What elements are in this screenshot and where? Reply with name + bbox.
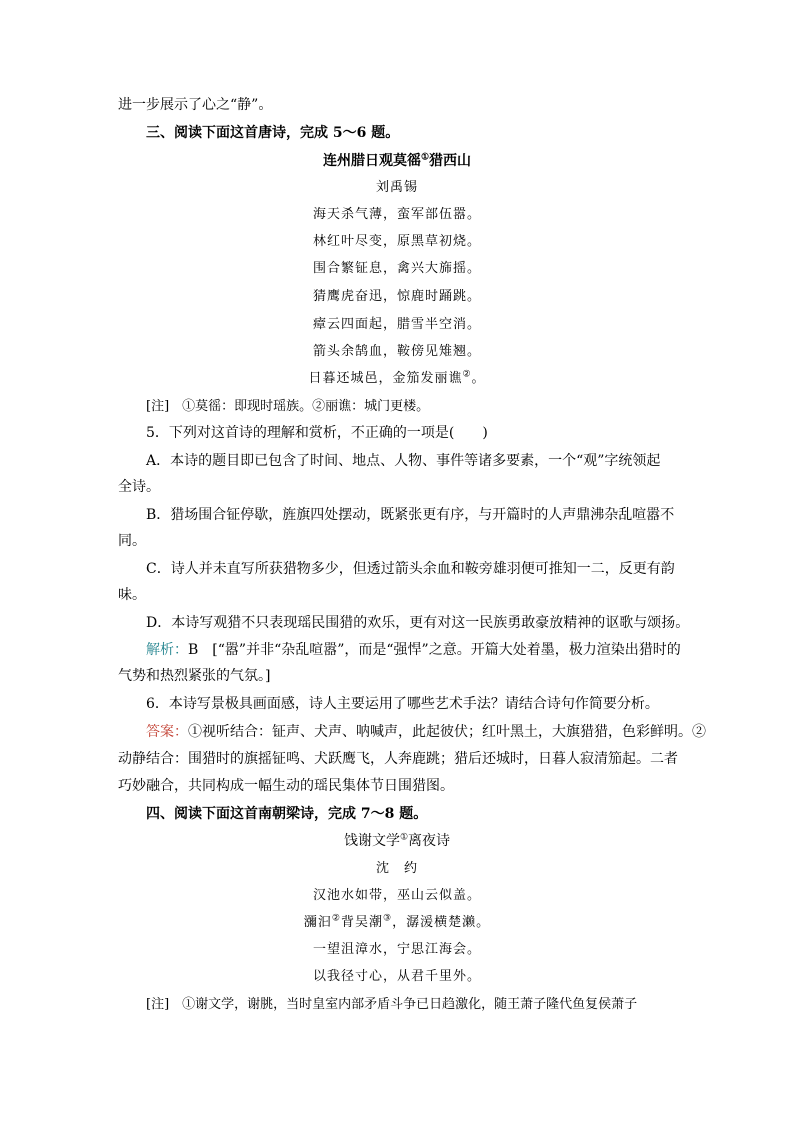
answer-label: 答案： [146,724,188,740]
poem2-author: 沈 约 [375,861,418,876]
poem2-title [0,832,794,850]
poem2-line: 一望沮漳水，宁思江海会。 [312,942,481,957]
q6-answer [146,723,706,741]
poem1-line-last [0,370,794,388]
intro-tail: 进一步展示了心之“静”。 [118,97,273,113]
poem2-title-pre: 饯谢文学 [343,833,400,849]
answer-text: ①视听结合：钲声、犬声、呐喊声，此起彼伏；红叶黑土，大旗猎猎，色彩鲜明。② [188,724,706,740]
q5-option-c-cont: 味。 [118,587,146,603]
poem2-title-sup: ① [399,832,409,843]
q5-analysis [146,641,681,659]
poem2-line2-pre: 瀰汩 [303,915,332,930]
poem1-author: 刘禹锡 [375,180,418,195]
q5-option-a: A．本诗的题目即已包含了时间、地点、人物、事件等诸多要素，一个“观”字统领起 [146,453,661,469]
q5-option-a-cont: 全诗。 [118,479,160,495]
poem1-title [0,152,794,170]
poem2-line2-sup1: ② [331,913,341,924]
poem1-title-pre: 连州腊日观莫徭 [322,153,421,169]
q5-option-d: D．本诗写观猎不只表现瑶民围猎的欢乐，更有对这一民族勇敢豪放精神的讴歌与颂扬。 [146,615,690,631]
poem1-line: 林红叶尽变，原黑草初烧。 [312,234,481,249]
poem2-title-post: 离夜诗 [408,833,451,849]
q6-answer-cont: 巧妙融合，共同构成一幅生动的瑶民集体节日围猎图。 [118,778,454,794]
poem2-line: 汉池水如带，巫山云似盖。 [312,888,481,903]
poem1-title-sup: ① [420,152,430,163]
poem2-line: 以我径寸心，从君千里外。 [312,969,481,984]
q5-option-b-cont: 同。 [118,533,146,549]
analysis-text: B [“嚣”并非“杂乱喧嚣”，而是“强悍”之意。开篇大处着墨，极力渲染出猎时的 [188,642,681,658]
q5-stem: 5．下列对这首诗的理解和赏析，不正确的一项是( ) [146,425,488,441]
q5-option-c: C．诗人并未直写所获猎物多少，但透过箭头余血和鞍旁雄羽便可推知一二，反更有韵 [146,561,675,577]
poem1-line-last-sup: ② [462,369,472,380]
q5-option-b: B．猎场围合钲停歇，旌旗四处摆动，既紧张更有序，与开篇时的人声鼎沸杂乱喧嚣不 [146,507,675,523]
poem1-title-post: 猎西山 [429,153,472,169]
poem1-line: 猜鹰虎奋迅，惊鹿时踊跳。 [312,289,481,304]
poem2-line2-mid: 背吴潮 [340,915,383,930]
poem1-line: 海天杀气薄，蛮军部伍嚣。 [312,207,481,222]
poem1-line: 围合繁钲息，禽兴大旆摇。 [312,261,481,276]
section3-heading: 三、阅读下面这首唐诗，完成 5～6 题。 [146,125,400,141]
poem1-line: 箭头余鹄血，鞍傍见雉翘。 [312,344,481,359]
q5-analysis-cont: 气势和热烈紧张的气氛。] [118,668,271,684]
analysis-label: 解析： [146,642,188,658]
poem1-line-last-end: 。 [471,371,486,386]
q6-answer-cont: 动静结合：围猎时的旗摇钲鸣、犬跃鹰飞，人奔鹿跳；猎后还城时，日暮人寂清笳起。二者 [118,751,678,767]
poem1-line: 瘴云四面起，腊雪半空消。 [312,317,481,332]
poem1-line-last-text: 日暮还城邑，金笳发丽谯 [308,371,463,386]
poem2-line [0,914,794,932]
poem2-line2-post: ，潺湲横楚濑。 [392,915,491,930]
section4-heading: 四、阅读下面这首南朝梁诗，完成 7～8 题。 [146,806,428,822]
q6-stem: 6．本诗写景极具画面感，诗人主要运用了哪些艺术手法？请结合诗句作简要分析。 [146,696,659,712]
poem2-note: [注] ①谢文学，谢朓，当时皇室内部矛盾斗争已日趋激化，随王萧子隆代鱼复侯萧子 [146,997,638,1012]
poem2-line2-sup2: ③ [383,913,393,924]
poem1-note: [注] ①莫徭：即现时瑶族。②丽谯：城门更楼。 [146,399,430,414]
